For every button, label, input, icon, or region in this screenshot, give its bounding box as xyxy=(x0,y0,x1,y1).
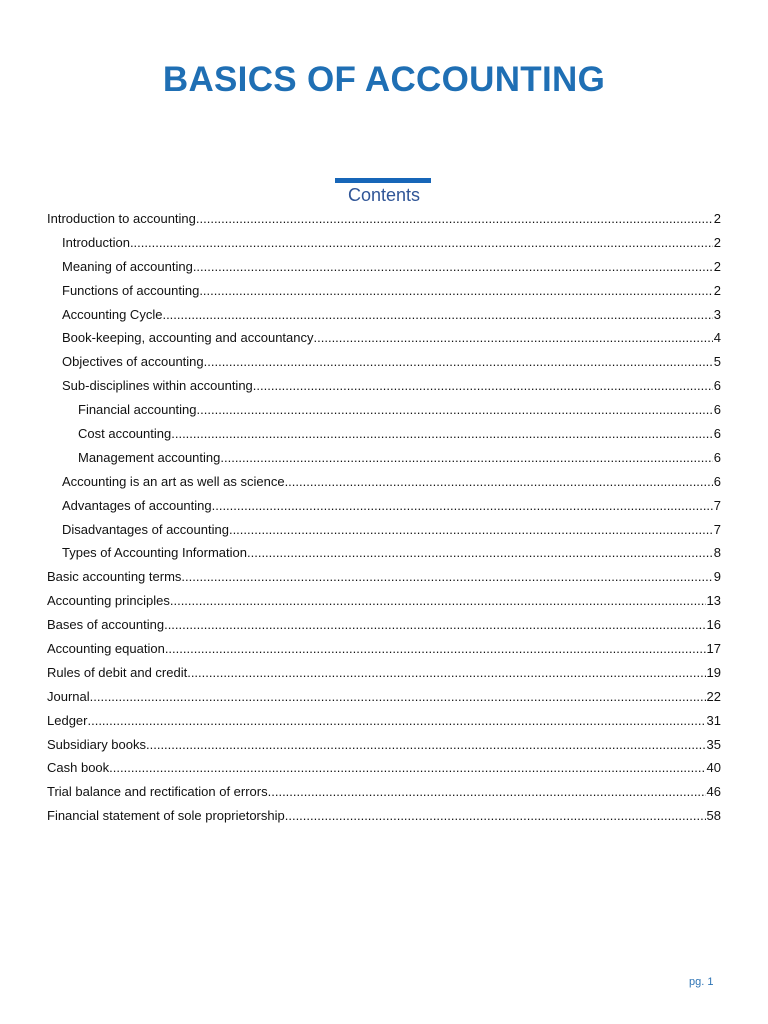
toc-entry[interactable] xyxy=(47,804,721,828)
toc-entry-page: 5 xyxy=(713,354,721,370)
toc-entry-label: Accounting Cycle xyxy=(62,306,163,322)
toc-entry-label: Financial accounting xyxy=(78,402,197,418)
toc-entry[interactable] xyxy=(47,613,721,637)
toc-entry-page: 6 xyxy=(713,402,721,418)
toc-entry-page: 31 xyxy=(706,712,721,728)
toc-entry-label: Disadvantages of accounting xyxy=(62,521,229,537)
toc-entry-label: Introduction xyxy=(62,234,130,250)
toc-entry-label: Journal xyxy=(47,688,90,704)
toc-entry-label: Functions of accounting xyxy=(62,282,200,298)
toc-entry[interactable] xyxy=(47,518,721,542)
toc-dot-leader xyxy=(181,565,712,589)
toc-dot-leader xyxy=(146,733,706,757)
toc-entry-label: Sub-disciplines within accounting xyxy=(62,378,253,394)
toc-entry[interactable] xyxy=(47,589,721,613)
contents-accent-bar xyxy=(335,178,431,183)
toc-entry-label: Financial statement of sole proprietorship xyxy=(47,808,285,824)
toc-entry-page: 46 xyxy=(706,784,721,800)
toc-dot-leader xyxy=(285,804,706,828)
toc-dot-leader xyxy=(253,374,713,398)
document-title: BASICS OF ACCOUNTING xyxy=(162,60,606,99)
toc-entry-label: Bases of accounting xyxy=(47,617,165,633)
toc-entry-label: Book-keeping, accounting and accountancy xyxy=(62,330,314,346)
toc-dot-leader xyxy=(187,661,705,685)
toc-dot-leader xyxy=(285,470,713,494)
toc-entry[interactable] xyxy=(47,255,721,279)
toc-entry[interactable] xyxy=(47,422,721,446)
toc-entry-label: Advantages of accounting xyxy=(62,497,212,513)
toc-entry[interactable] xyxy=(47,780,721,804)
toc-dot-leader xyxy=(197,398,713,422)
toc-entry[interactable] xyxy=(47,709,721,733)
toc-dot-leader xyxy=(204,350,713,374)
toc-entry[interactable] xyxy=(47,470,721,494)
toc-entry-label: Introduction to accounting xyxy=(47,211,196,226)
toc-entry-label: Accounting is an art as well as science xyxy=(62,473,285,489)
toc-entry-page: 6 xyxy=(713,473,721,489)
toc-entry[interactable] xyxy=(47,398,721,422)
toc-dot-leader xyxy=(196,207,713,231)
toc-dot-leader xyxy=(193,255,713,279)
toc-entry-page: 7 xyxy=(713,497,721,513)
toc-entry[interactable] xyxy=(47,374,721,398)
toc-entry-label: Subsidiary books xyxy=(47,736,146,752)
toc-dot-leader xyxy=(268,780,706,804)
toc-dot-leader xyxy=(314,326,713,350)
toc-entry[interactable] xyxy=(47,207,721,231)
toc-entry[interactable] xyxy=(47,637,721,661)
toc-dot-leader xyxy=(212,494,713,518)
toc-entry-page: 3 xyxy=(713,306,721,322)
toc-entry[interactable] xyxy=(47,733,721,757)
toc-entry-page: 58 xyxy=(706,808,721,824)
toc-entry-page: 22 xyxy=(706,688,721,704)
toc-dot-leader xyxy=(87,709,705,733)
toc-entry-page: 6 xyxy=(713,378,721,394)
toc-entry[interactable] xyxy=(47,303,721,327)
toc-entry-page: 19 xyxy=(706,664,721,680)
toc-entry-label: Basic accounting terms xyxy=(47,569,182,585)
toc-entry-page: 17 xyxy=(706,641,721,657)
toc-entry-label: Cash book xyxy=(47,760,110,776)
toc-dot-leader xyxy=(220,446,712,470)
toc-entry-page: 2 xyxy=(713,211,721,226)
toc-entry[interactable] xyxy=(47,756,721,780)
toc-entry-page: 2 xyxy=(713,234,721,250)
toc-entry-page: 2 xyxy=(713,282,721,298)
toc-entry[interactable] xyxy=(47,279,721,303)
toc-entry[interactable] xyxy=(47,231,721,255)
toc-dot-leader xyxy=(165,637,706,661)
toc-entry[interactable] xyxy=(47,446,721,470)
toc-dot-leader xyxy=(170,589,706,613)
toc-dot-leader xyxy=(171,422,713,446)
toc-entry-page: 35 xyxy=(706,736,721,752)
toc-dot-leader xyxy=(247,541,713,565)
toc-dot-leader xyxy=(109,756,705,780)
toc-entry-page: 7 xyxy=(713,521,721,537)
toc-entry[interactable] xyxy=(47,565,721,589)
toc-entry-page: 4 xyxy=(713,330,721,346)
toc-entry-page: 2 xyxy=(713,258,721,274)
toc-dot-leader xyxy=(199,279,712,303)
toc-entry-label: Rules of debit and credit xyxy=(47,664,188,680)
toc-entry-page: 6 xyxy=(713,449,721,465)
toc-entry[interactable] xyxy=(47,350,721,374)
toc-dot-leader xyxy=(162,303,712,327)
toc-entry-label: Management accounting xyxy=(78,449,221,465)
toc-dot-leader xyxy=(229,518,713,542)
toc-dot-leader xyxy=(164,613,705,637)
toc-entry-label: Meaning of accounting xyxy=(62,258,193,274)
toc-entry-page: 9 xyxy=(713,569,721,585)
toc-entry[interactable] xyxy=(47,326,721,350)
toc-entry-page: 16 xyxy=(706,617,721,633)
toc-entry[interactable] xyxy=(47,541,721,565)
contents-heading: Contents xyxy=(347,185,421,205)
toc-entry-label: Types of Accounting Information xyxy=(62,545,247,561)
toc-entry[interactable] xyxy=(47,685,721,709)
toc-entry-label: Accounting equation xyxy=(47,641,165,657)
toc-entry-page: 13 xyxy=(706,593,721,609)
toc-entry-page: 40 xyxy=(706,760,721,776)
toc-entry-label: Trial balance and rectification of errors xyxy=(47,784,268,800)
toc-entry[interactable] xyxy=(47,494,721,518)
toc-entry[interactable] xyxy=(47,661,721,685)
page-number-footer: pg. 1 xyxy=(689,976,714,988)
toc-entry-label: Accounting principles xyxy=(47,593,170,609)
toc-entry-label: Cost accounting xyxy=(78,426,172,442)
toc-dot-leader xyxy=(90,685,706,709)
toc-entry-label: Objectives of accounting xyxy=(62,354,204,370)
toc-entry-label: Ledger xyxy=(47,712,88,728)
toc-entry-page: 6 xyxy=(713,426,721,442)
toc-entry-page: 8 xyxy=(713,545,721,561)
table-of-contents xyxy=(47,207,721,828)
toc-dot-leader xyxy=(130,231,713,255)
